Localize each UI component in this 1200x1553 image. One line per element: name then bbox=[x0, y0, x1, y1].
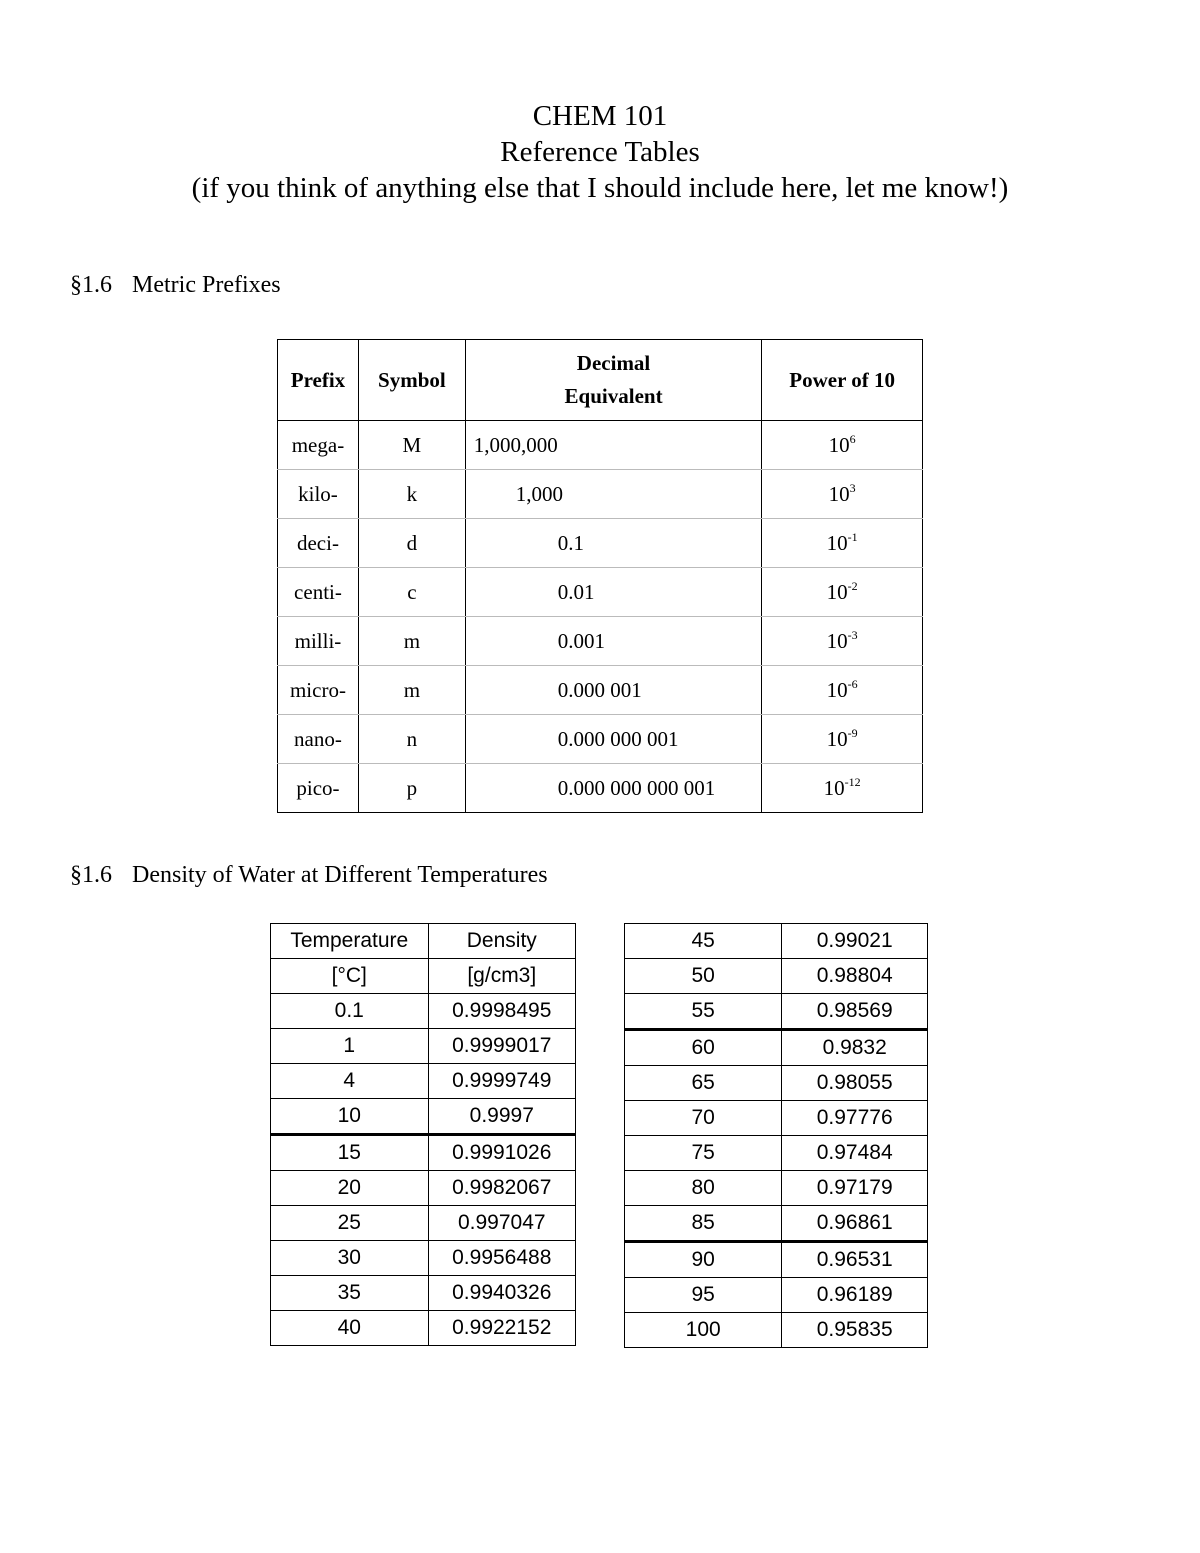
symbol-cell: M bbox=[358, 421, 465, 470]
density-cell: 0.9998495 bbox=[428, 994, 575, 1029]
table-row bbox=[271, 1311, 576, 1346]
density-cell: 0.96189 bbox=[782, 1278, 928, 1313]
temperature-cell: 80 bbox=[625, 1171, 782, 1206]
symbol-cell: m bbox=[358, 617, 465, 666]
prefix-cell: kilo- bbox=[278, 470, 359, 519]
temperature-cell: 90 bbox=[625, 1242, 782, 1278]
table-row bbox=[271, 1241, 576, 1276]
power-exponent: 6 bbox=[849, 432, 856, 446]
table-row bbox=[625, 924, 928, 959]
power-exponent: -12 bbox=[844, 775, 861, 789]
power-cell bbox=[762, 666, 923, 715]
temperature-cell: 70 bbox=[625, 1101, 782, 1136]
density-cell: 0.95835 bbox=[782, 1313, 928, 1348]
table-row bbox=[271, 1029, 576, 1064]
power-base: 10 bbox=[828, 482, 850, 506]
prefix-table-header-row bbox=[278, 340, 923, 421]
density-cell: 0.9991026 bbox=[428, 1135, 575, 1171]
decimal-value: 0.000 000 000 001 bbox=[557, 775, 716, 800]
prefix-cell: milli- bbox=[278, 617, 359, 666]
section-heading-metric-prefixes bbox=[70, 272, 281, 299]
water-density-table-left bbox=[270, 923, 576, 1346]
temperature-cell: 40 bbox=[271, 1311, 429, 1346]
decimal-value: 0.000 001 bbox=[557, 677, 642, 702]
table-row bbox=[271, 1064, 576, 1099]
power-cell bbox=[762, 617, 923, 666]
power-base: 10 bbox=[826, 531, 848, 555]
decimal-cell bbox=[465, 568, 762, 617]
section-heading-density bbox=[70, 862, 548, 889]
table-row bbox=[625, 1278, 928, 1313]
density-cell: 0.96861 bbox=[782, 1206, 928, 1242]
power-base: 10 bbox=[826, 580, 848, 604]
symbol-cell: d bbox=[358, 519, 465, 568]
prefix-cell: mega- bbox=[278, 421, 359, 470]
decimal-value: 0.001 bbox=[557, 628, 606, 653]
density-cell: 0.96531 bbox=[782, 1242, 928, 1278]
density-header-row bbox=[271, 924, 576, 959]
density-cell: 0.99021 bbox=[782, 924, 928, 959]
table-row bbox=[271, 1276, 576, 1311]
decimal-cell bbox=[465, 617, 762, 666]
temperature-cell: 30 bbox=[271, 1241, 429, 1276]
table-row bbox=[625, 1136, 928, 1171]
prefix-cell: micro- bbox=[278, 666, 359, 715]
section-title: Metric Prefixes bbox=[132, 272, 281, 298]
decimal-value: 1,000,000 bbox=[473, 432, 558, 457]
table-row bbox=[625, 1101, 928, 1136]
power-cell bbox=[762, 715, 923, 764]
table-row bbox=[278, 470, 923, 519]
table-row bbox=[625, 1171, 928, 1206]
density-cell: 0.9922152 bbox=[428, 1311, 575, 1346]
course-title: CHEM 101 bbox=[532, 100, 668, 132]
temperature-cell: 75 bbox=[625, 1136, 782, 1171]
table-row bbox=[278, 666, 923, 715]
prefix-cell: pico- bbox=[278, 764, 359, 813]
temperature-cell: 45 bbox=[625, 924, 782, 959]
prefix-cell: deci- bbox=[278, 519, 359, 568]
header-temperature-unit: [°C] bbox=[271, 959, 429, 994]
water-density-table-right bbox=[624, 923, 928, 1348]
density-cell: 0.98569 bbox=[782, 994, 928, 1030]
symbol-cell: c bbox=[358, 568, 465, 617]
decimal-value: 1,000 bbox=[515, 481, 564, 506]
temperature-cell: 4 bbox=[271, 1064, 429, 1099]
temperature-cell: 1 bbox=[271, 1029, 429, 1064]
temperature-cell: 100 bbox=[625, 1313, 782, 1348]
table-row bbox=[278, 715, 923, 764]
header-decimal-line1: Decimal bbox=[576, 351, 651, 375]
density-cell: 0.9832 bbox=[782, 1030, 928, 1066]
decimal-cell bbox=[465, 421, 762, 470]
power-exponent: -9 bbox=[847, 726, 858, 740]
table-row bbox=[271, 1206, 576, 1241]
power-cell bbox=[762, 421, 923, 470]
power-exponent: -6 bbox=[847, 677, 858, 691]
power-cell bbox=[762, 470, 923, 519]
temperature-cell: 15 bbox=[271, 1135, 429, 1171]
symbol-cell: p bbox=[358, 764, 465, 813]
power-exponent: -3 bbox=[847, 628, 858, 642]
decimal-value: 0.000 000 001 bbox=[557, 726, 679, 751]
temperature-cell: 0.1 bbox=[271, 994, 429, 1029]
density-cell: 0.97484 bbox=[782, 1136, 928, 1171]
power-exponent: 3 bbox=[849, 481, 856, 495]
section-title: Density of Water at Different Temperatures bbox=[132, 862, 548, 888]
table-row bbox=[271, 1135, 576, 1171]
header-decimal-line2: Equivalent bbox=[564, 384, 663, 408]
table-row bbox=[625, 994, 928, 1030]
table-row bbox=[271, 1099, 576, 1135]
header-prefix: Prefix bbox=[278, 340, 359, 421]
power-base: 10 bbox=[826, 727, 848, 751]
power-base: 10 bbox=[823, 776, 845, 800]
section-number: §1.6 bbox=[70, 862, 112, 888]
density-cell: 0.9982067 bbox=[428, 1171, 575, 1206]
decimal-value: 0.01 bbox=[557, 579, 595, 604]
table-row bbox=[625, 1206, 928, 1242]
header-density: Density bbox=[428, 924, 575, 959]
decimal-value: 0.1 bbox=[557, 530, 585, 555]
table-row bbox=[278, 421, 923, 470]
table-row bbox=[278, 568, 923, 617]
temperature-cell: 55 bbox=[625, 994, 782, 1030]
temperature-cell: 65 bbox=[625, 1066, 782, 1101]
symbol-cell: k bbox=[358, 470, 465, 519]
temperature-cell: 60 bbox=[625, 1030, 782, 1066]
table-row bbox=[625, 959, 928, 994]
table-row bbox=[625, 1030, 928, 1066]
power-exponent: -1 bbox=[847, 530, 858, 544]
density-cell: 0.9956488 bbox=[428, 1241, 575, 1276]
document-header bbox=[0, 98, 1200, 206]
section-number: §1.6 bbox=[70, 272, 112, 298]
density-cell: 0.997047 bbox=[428, 1206, 575, 1241]
prefix-cell: centi- bbox=[278, 568, 359, 617]
header-power-of-10: Power of 10 bbox=[762, 340, 923, 421]
power-base: 10 bbox=[826, 629, 848, 653]
power-exponent: -2 bbox=[847, 579, 858, 593]
symbol-cell: n bbox=[358, 715, 465, 764]
decimal-cell bbox=[465, 666, 762, 715]
power-cell bbox=[762, 519, 923, 568]
metric-prefix-table bbox=[277, 339, 923, 813]
decimal-cell bbox=[465, 715, 762, 764]
temperature-cell: 10 bbox=[271, 1099, 429, 1135]
header-density-unit: [g/cm3] bbox=[428, 959, 575, 994]
table-row bbox=[278, 617, 923, 666]
decimal-cell bbox=[465, 519, 762, 568]
power-cell bbox=[762, 764, 923, 813]
temperature-cell: 35 bbox=[271, 1276, 429, 1311]
density-cell: 0.98055 bbox=[782, 1066, 928, 1101]
power-base: 10 bbox=[826, 678, 848, 702]
table-row bbox=[271, 994, 576, 1029]
table-row bbox=[625, 1313, 928, 1348]
density-cell: 0.9997 bbox=[428, 1099, 575, 1135]
temperature-cell: 20 bbox=[271, 1171, 429, 1206]
power-cell bbox=[762, 568, 923, 617]
density-cell: 0.9999017 bbox=[428, 1029, 575, 1064]
table-row bbox=[278, 764, 923, 813]
decimal-cell bbox=[465, 470, 762, 519]
symbol-cell: m bbox=[358, 666, 465, 715]
density-cell: 0.97179 bbox=[782, 1171, 928, 1206]
header-decimal-equivalent bbox=[465, 340, 762, 421]
density-cell: 0.97776 bbox=[782, 1101, 928, 1136]
temperature-cell: 85 bbox=[625, 1206, 782, 1242]
prefix-cell: nano- bbox=[278, 715, 359, 764]
header-symbol: Symbol bbox=[358, 340, 465, 421]
table-row bbox=[625, 1242, 928, 1278]
temperature-cell: 95 bbox=[625, 1278, 782, 1313]
density-cell: 0.9999749 bbox=[428, 1064, 575, 1099]
document-title: Reference Tables bbox=[500, 136, 700, 168]
document-subtitle: (if you think of anything else that I should include here, let me know!) bbox=[191, 172, 1009, 204]
header-temperature: Temperature bbox=[271, 924, 429, 959]
temperature-cell: 25 bbox=[271, 1206, 429, 1241]
decimal-cell bbox=[465, 764, 762, 813]
temperature-cell: 50 bbox=[625, 959, 782, 994]
density-cell: 0.9940326 bbox=[428, 1276, 575, 1311]
density-cell: 0.98804 bbox=[782, 959, 928, 994]
table-row bbox=[625, 1066, 928, 1101]
power-base: 10 bbox=[828, 433, 850, 457]
table-row bbox=[278, 519, 923, 568]
density-unit-row bbox=[271, 959, 576, 994]
table-row bbox=[271, 1171, 576, 1206]
